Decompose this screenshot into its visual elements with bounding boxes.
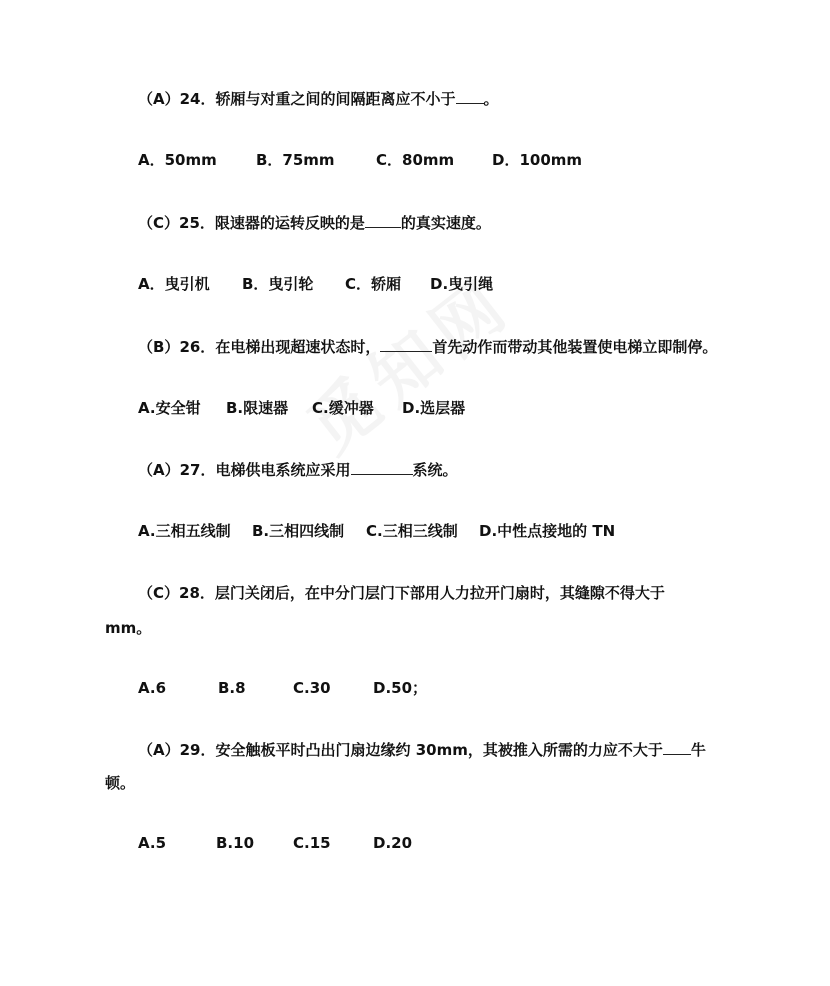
option-b: B.8: [218, 679, 246, 697]
option-a: A.6: [138, 679, 167, 697]
option-a: A.三相五线制: [138, 522, 231, 540]
option-c: C．轿厢: [345, 275, 402, 293]
question-stem: 在电梯出现超速状态时，: [215, 338, 381, 356]
answer-blank: [380, 337, 432, 352]
option-b: B．75mm: [256, 151, 335, 169]
question-stem-end: 的真实速度。: [400, 214, 491, 232]
option-b: B.限速器: [226, 399, 289, 417]
question-stem-end: 首先动作而带动其他装置使电梯立即制停。: [432, 338, 718, 356]
question-25: [138, 213, 491, 233]
answer-key: （A）: [138, 90, 180, 108]
option-d: D.20: [373, 834, 413, 852]
option-d: D.曳引绳: [430, 275, 494, 293]
question-stem-end: 。: [483, 90, 499, 108]
option-d: D.中性点接地的 TN: [479, 522, 616, 540]
question-24: [138, 89, 499, 109]
question-29-continued: 顿。: [105, 774, 136, 792]
question-number: 24．: [179, 90, 216, 108]
answer-blank: [456, 89, 484, 104]
answer-blank: [365, 213, 401, 228]
option-c: C.30: [293, 679, 331, 697]
option-b: B．曳引轮: [242, 275, 314, 293]
question-stem: 限速器的运转反映的是: [214, 214, 365, 232]
question-number: 29．: [179, 741, 216, 759]
answer-key: （C）: [138, 584, 180, 602]
question-number: 25．: [179, 214, 215, 232]
option-a: A.安全钳: [138, 399, 201, 417]
option-d: D．100mm: [492, 151, 583, 169]
option-a: A.5: [138, 834, 167, 852]
answer-key: （A）: [138, 461, 180, 479]
option-c: C.15: [293, 834, 331, 852]
question-number: 27．: [179, 461, 216, 479]
answer-blank: [663, 740, 691, 755]
question-27: [138, 460, 458, 480]
question-stem: 电梯供电系统应采用: [215, 461, 351, 479]
option-c: C．80mm: [376, 151, 455, 169]
option-a: A．曳引机: [138, 275, 210, 293]
question-28-continued: mm。: [105, 619, 152, 637]
question-number: 26．: [179, 338, 216, 356]
option-b: B.10: [216, 834, 255, 852]
question-stem: 轿厢与对重之间的间隔距离应不小于: [215, 90, 456, 108]
question-stem-end: 系统。: [412, 461, 458, 479]
question-26: [138, 337, 717, 357]
question-28: [138, 583, 665, 603]
answer-key: （B）: [138, 338, 180, 356]
option-c: C.缓冲器: [312, 399, 374, 417]
option-a: A．50mm: [138, 151, 217, 169]
option-d: D.选层器: [402, 399, 466, 417]
question-stem: 安全触板平时凸出门扇边缘约 30mm，其被推入所需的力应不大于: [215, 741, 663, 759]
question-number: 28．: [179, 584, 215, 602]
answer-key: （C）: [138, 214, 180, 232]
option-c: C.三相三线制: [366, 522, 458, 540]
question-stem: 层门关闭后，在中分门层门下部用人力拉开门扇时，其缝隙不得大于: [214, 584, 665, 602]
question-unit: 牛: [690, 741, 706, 759]
answer-blank: [351, 460, 413, 475]
question-29: [138, 740, 706, 760]
option-d: D.50；: [373, 679, 428, 697]
answer-key: （A）: [138, 741, 180, 759]
option-b: B.三相四线制: [252, 522, 345, 540]
